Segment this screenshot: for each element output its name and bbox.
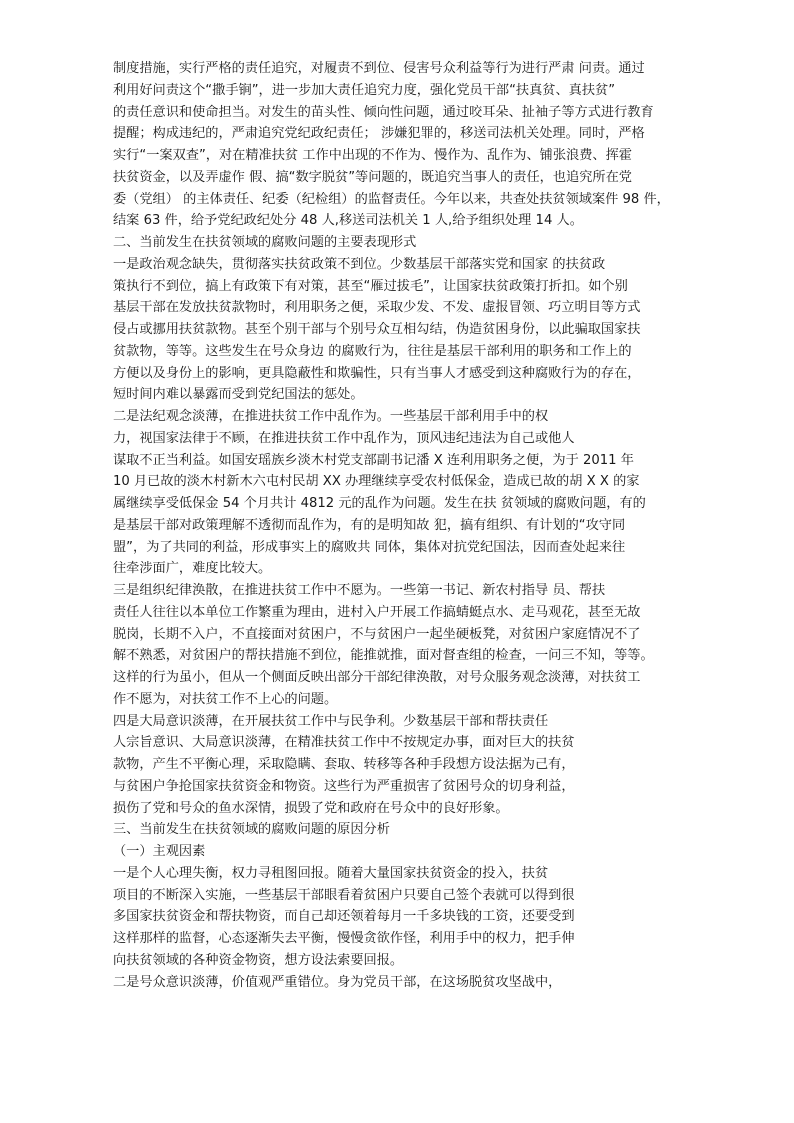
text-line: 属继续享受低保金 54 个月共计 4812 元的乱作为问题。发生在扶 贫领域的腐败问题，有的	[113, 496, 646, 511]
text-line: 这样的行为虽小，但从一个侧面反映出部分干部纪律涣散，对号众服务观念淡薄，对扶贫工	[113, 670, 641, 685]
text-line: 10 月已故的淡木村新木六屯村民胡 XX 办理继续享受农村低保金，造成已故的胡 X X 的家	[113, 474, 640, 490]
text-line: 作不愿为，对扶贫工作不上心的问题。	[113, 691, 338, 707]
text-line: 力，视国家法律于不顾，在推进扶贫工作中乱作为，顶风违纪违法为自己或他人	[113, 430, 575, 446]
text-line: 委（党组） 的主体责任、纪委（纪检组）的监督责任。今年以来，共查处扶贫领域案件 98 件，	[113, 191, 670, 207]
text-line: 三、当前发生在扶贫领域的腐败问题的原因分析	[113, 822, 390, 838]
text-line: 提醒；构成违纪的，严肃追究党纪政纪责任； 涉嫌犯罪的，移送司法机关处理。同时，严格	[113, 126, 645, 142]
text-line: 多国家扶贫资金和帮扶物资，而自己却还领着每月一千多块钱的工资，还要受到	[113, 909, 575, 925]
text-line: 盟”，为了共同的利益，形成事实上的腐败共 同体，集体对抗党纪国法，因而查处起来往	[113, 539, 626, 555]
text-line: 方便以及身份上的影响，更具隐蔽性和欺骗性，只有当事人才感受到这种腐败行为的存在，	[113, 365, 641, 381]
text-line: 与贫困户争抢国家扶贫资金和物资。这些行为严重损害了贫困号众的切身利益，	[113, 778, 575, 794]
text-line: 二、当前发生在扶贫领域的腐败问题的主要表现形式	[113, 235, 417, 250]
text-line: 利用好问责这个“撒手锏”，进一步加大责任追究力度，强化党员干部“扶真贫、真扶贫”	[113, 82, 616, 98]
text-line: 四是大局意识淡薄，在开展扶贫工作中与民争利。少数基层干部和帮扶责任	[113, 713, 549, 729]
text-line: 的责任意识和使命担当。对发生的苗头性、倾向性问题，通过咬耳朵、扯袖子等方式进行教育	[113, 104, 654, 120]
text-line: 款物，产生不平衡心理，采取隐瞒、套取、转移等各种手段想方设法据为己有，	[113, 757, 575, 772]
text-line: 短时间内难以暴露而受到党纪国法的惩处。	[113, 387, 364, 403]
text-line: 贫款物，等等。这些发生在号众身边 的腐败行为，往往是基层干部利用的职务和工作上的	[113, 343, 632, 359]
text-line: （一）主观因素	[113, 844, 206, 859]
text-line: 策执行不到位，搞上有政策下有对策，甚至“雁过拔毛”，让国家扶贫政策打折扣。如个别	[113, 278, 628, 294]
text-line: 向扶贫领域的各种资金物资，想方设法索要回报。	[113, 952, 404, 968]
text-line: 是基层干部对政策理解不透彻而乱作为，有的是明知故 犯，搞有组织、有计划的“攻守同	[113, 517, 626, 533]
text-line: 责任人往往以本单位工作繁重为理由，进村入户开展工作搞蜻蜓点水、走马观花，甚至无故	[113, 604, 641, 620]
text-line: 扶贫资金，以及弄虚作 假、搞“数字脱贫”等问题的，既追究当事人的责任，也追究所在党	[113, 169, 632, 185]
text-line: 人宗旨意识、大局意识淡薄，在精准扶贫工作中不按规定办事，面对巨大的扶贫	[113, 735, 575, 751]
text-line: 制度措施，实行严格的责任追究，对履责不到位、侵害号众利益等行为进行严肃 问责。通过	[113, 61, 645, 76]
text-line: 三是组织纪律涣散，在推进扶贫工作中不愿为。一些第一书记、新农村指导 员、帮扶	[113, 583, 606, 598]
text-line: 一是个人心理失衡，权力寻租图回报。随着大量国家扶贫资金的投入，扶贫	[113, 865, 549, 881]
text-line: 实行“一案双查”，对在精准扶贫 工作中出现的不作为、慢作为、乱作为、铺张浪费、挥霍	[113, 148, 632, 163]
text-line: 一是政治观念缺失，贯彻落实扶贫政策不到位。少数基层干部落实党和国家 的扶贫政	[113, 256, 606, 272]
text-line: 二是法纪观念淡薄，在推进扶贫工作中乱作为。一些基层干部利用手中的权	[113, 409, 549, 424]
text-line: 项目的不断深入实施，一些基层干部眼看着贫困户只要自己签个表就可以得到很	[113, 887, 575, 903]
text-line: 损伤了党和号众的鱼水深情，损毁了党和政府在号众中的良好形象。	[113, 800, 509, 816]
text-line: 结案 63 件，给予党纪政纪处分 48 人,移送司法机关 1 人,给予组织处理 14 人。	[113, 213, 583, 229]
text-line: 侵占或挪用扶贫款物。甚至个别干部与个别号众互相勾结，伪造贫困身份，以此骗取国家扶	[113, 322, 641, 337]
text-line: 解不熟悉，对贫困户的帮扶措施不到位，能推就推，面对督查组的检查，一问三不知，等等。	[113, 648, 654, 664]
text-line: 脱岗，长期不入户，不直接面对贫困户，不与贫困户一起坐硬板凳，对贫困户家庭情况不了	[113, 626, 641, 642]
text-line: 往牵涉面广，难度比较大。	[113, 561, 272, 577]
text-line: 这样那样的监督，心态逐渐失去平衡，慢慢贪欲作怪，利用手中的权力，把手伸	[113, 931, 575, 946]
text-line: 谋取不正当利益。如国安瑶族乡淡木村党支部副书记潘 X 连利用职务之便，为于 2011 年	[113, 452, 634, 468]
text-line: 二是号众意识淡薄，价值观严重错位。身为党员干部，在这场脱贫攻坚战中，	[113, 974, 562, 990]
text-line: 基层干部在发放扶贫款物时，利用职务之便，采取少发、不发、虚报冒领、巧立明目等方式	[113, 300, 641, 316]
